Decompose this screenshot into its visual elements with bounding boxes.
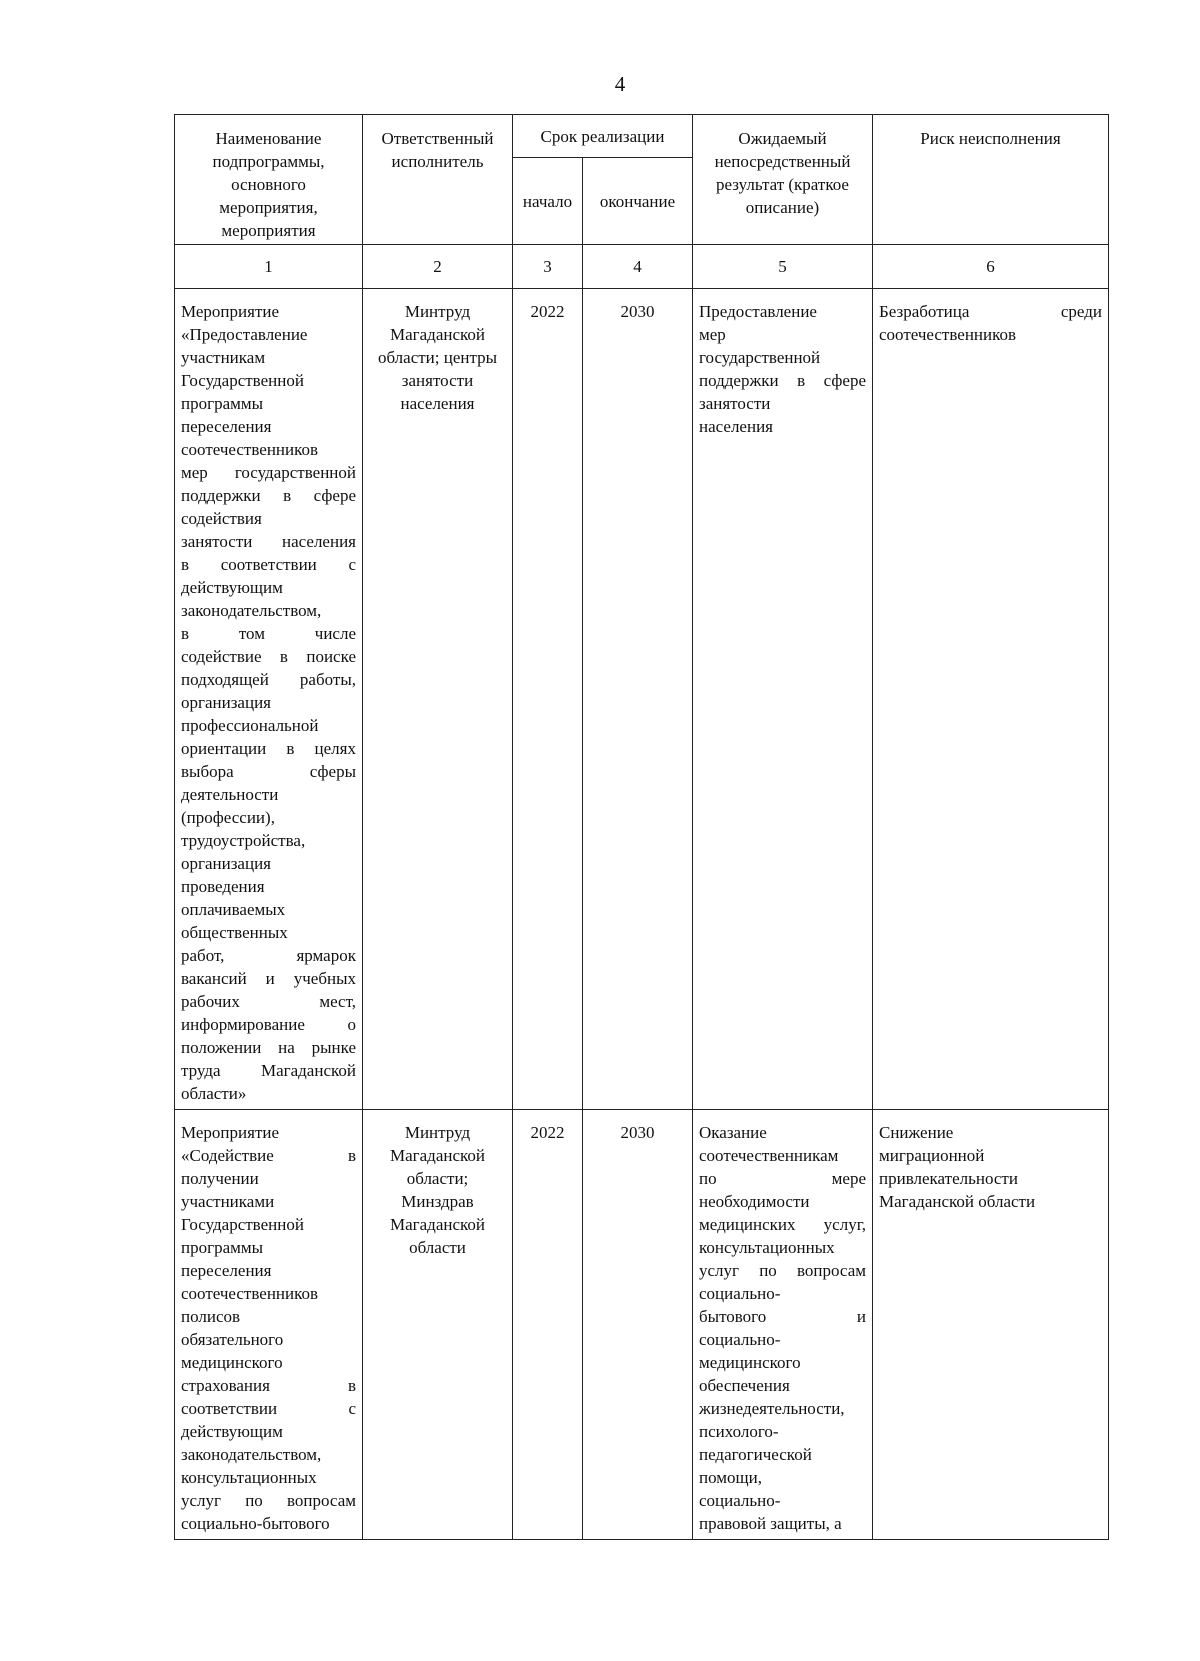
cell-line: мер [699, 325, 726, 344]
cell-line: жизнедеятельности, [699, 1399, 845, 1418]
cell-line: области [409, 1238, 466, 1257]
cell-line: медицинских услуг, [699, 1215, 866, 1234]
cell-line: Минтруд [404, 1123, 471, 1142]
header-result: Ожидаемый непосредственный результат (краткое описание) [693, 115, 873, 245]
cell-line: соотечественникам [699, 1146, 839, 1165]
cell-line: социально- [699, 1330, 781, 1349]
cell-line: необходимости [699, 1192, 810, 1211]
executor-cell [363, 1110, 513, 1540]
cell-line: по мере [699, 1169, 866, 1188]
cell-line: в том числе [181, 624, 356, 643]
cell-line: соотечественников [879, 325, 1017, 344]
cell-line: действующим [181, 578, 283, 597]
cell-line: социально-бытового [181, 1514, 330, 1533]
column-number: 5 [693, 245, 873, 289]
executor-cell [363, 289, 513, 1110]
cell-line: Снижение [879, 1123, 954, 1142]
cell-line: помощи, [699, 1468, 762, 1487]
cell-line: участникам [181, 348, 266, 367]
cell-line: миграционной [879, 1146, 985, 1165]
cell-line: Оказание [699, 1123, 767, 1142]
result-cell [693, 1110, 873, 1540]
cell-line: консультационных [181, 1468, 317, 1487]
result-cell [693, 289, 873, 1110]
cell-line: поддержки в сфере [699, 371, 866, 390]
cell-line: информирование о [181, 1015, 356, 1034]
cell-line: поддержки в сфере [181, 486, 356, 505]
cell-line: правовой защиты, а [699, 1514, 842, 1533]
cell-line: медицинского [699, 1353, 801, 1372]
start-year-cell: 2022 [513, 289, 583, 1110]
cell-line: подходящей работы, [181, 670, 356, 689]
cell-line: Безработица среди [879, 302, 1102, 321]
cell-line: занятости [401, 371, 474, 390]
column-number: 1 [175, 245, 363, 289]
cell-line: области; [406, 1169, 469, 1188]
cell-line: вакансий и учебных [181, 969, 356, 988]
page-number: 4 [614, 72, 626, 96]
cell-line: Государственной [181, 371, 304, 390]
activity-name-cell [175, 1110, 363, 1540]
cell-line: Магаданской [389, 1215, 485, 1234]
header-name: Наименование подпрограммы, основного мероприятия, мероприятия [175, 115, 363, 245]
cell-line: ориентации в целях [181, 739, 356, 758]
cell-line: законодательством, [181, 1445, 322, 1464]
cell-line: рабочих мест, [181, 992, 356, 1011]
cell-line: Предоставление [699, 302, 817, 321]
cell-line: привлекательности [879, 1169, 1018, 1188]
cell-line: Минздрав [401, 1192, 474, 1211]
cell-line: социально- [699, 1491, 781, 1510]
cell-line: Магаданской [389, 1146, 485, 1165]
cell-line: общественных [181, 923, 288, 942]
cell-line: соотечественников [181, 440, 319, 459]
cell-line: психолого- [699, 1422, 779, 1441]
cell-line: Государственной [181, 1215, 304, 1234]
cell-line: бытового и [699, 1307, 866, 1326]
cell-line: обязательного [181, 1330, 284, 1349]
cell-line: содействия [181, 509, 262, 528]
cell-line: оплачиваемых [181, 900, 286, 919]
table-row [175, 289, 1109, 1110]
cell-line: обеспечения [699, 1376, 790, 1395]
header-start: начало [513, 158, 583, 245]
risk-cell [873, 1110, 1109, 1540]
start-year-cell: 2022 [513, 1110, 583, 1540]
cell-line: населения [400, 394, 475, 413]
cell-line: «Содействие в [181, 1146, 356, 1165]
cell-line: содействие в поиске [181, 647, 356, 666]
cell-line: Магаданской [389, 325, 485, 344]
cell-line: занятости населения [181, 532, 356, 551]
cell-line: страхования в [181, 1376, 356, 1395]
cell-line: профессиональной [181, 716, 319, 735]
header-row-1 [175, 115, 1109, 158]
cell-line: положении на рынке [181, 1038, 356, 1057]
cell-line: законодательством, [181, 601, 322, 620]
cell-line: соотечественников [181, 1284, 319, 1303]
header-end: окончание [583, 158, 693, 245]
cell-line: работ, ярмарок [181, 946, 356, 965]
column-number: 6 [873, 245, 1109, 289]
cell-line: полисов [181, 1307, 241, 1326]
cell-line: области» [181, 1084, 247, 1103]
cell-line: в соответствии с [181, 555, 356, 574]
activity-name-cell [175, 289, 363, 1110]
program-activities-table [174, 114, 1109, 1540]
cell-line: Мероприятие [181, 302, 280, 321]
cell-line: Мероприятие [181, 1123, 280, 1142]
cell-line: услуг по вопросам [181, 1491, 356, 1510]
cell-line: «Предоставление [181, 325, 308, 344]
cell-line: трудоустройства, [181, 831, 306, 850]
cell-line: деятельности [181, 785, 279, 804]
cell-line: населения [699, 417, 773, 436]
cell-line: организация [181, 854, 271, 873]
column-numbers-row [175, 245, 1109, 289]
cell-line: области; центры [377, 348, 498, 367]
table-row [175, 1110, 1109, 1540]
cell-line: программы [181, 1238, 264, 1257]
cell-line: (профессии), [181, 808, 275, 827]
cell-line: труда Магаданской [181, 1061, 356, 1080]
cell-line: переселения [181, 417, 272, 436]
cell-line: мер государственной [181, 463, 356, 482]
cell-line: организация [181, 693, 271, 712]
cell-line: переселения [181, 1261, 272, 1280]
cell-line: Магаданской области [879, 1192, 1036, 1211]
end-year-cell: 2030 [583, 289, 693, 1110]
cell-line: получении [181, 1169, 259, 1188]
risk-cell [873, 289, 1109, 1110]
cell-line: государственной [699, 348, 821, 367]
column-number: 2 [363, 245, 513, 289]
cell-line: медицинского [181, 1353, 283, 1372]
cell-line: участниками [181, 1192, 275, 1211]
cell-line: социально- [699, 1284, 781, 1303]
cell-line: занятости [699, 394, 771, 413]
header-risk: Риск неисполнения [873, 115, 1109, 245]
cell-line: услуг по вопросам [699, 1261, 866, 1280]
cell-line: проведения [181, 877, 265, 896]
cell-line: Минтруд [404, 302, 471, 321]
end-year-cell: 2030 [583, 1110, 693, 1540]
header-period: Срок реализации [513, 115, 693, 158]
header-executor: Ответственный исполнитель [363, 115, 513, 245]
column-number: 4 [583, 245, 693, 289]
cell-line: действующим [181, 1422, 283, 1441]
cell-line: программы [181, 394, 264, 413]
cell-line: выбора сферы [181, 762, 356, 781]
cell-line: педагогической [699, 1445, 812, 1464]
cell-line: консультационных [699, 1238, 835, 1257]
column-number: 3 [513, 245, 583, 289]
cell-line: соответствии с [181, 1399, 356, 1418]
